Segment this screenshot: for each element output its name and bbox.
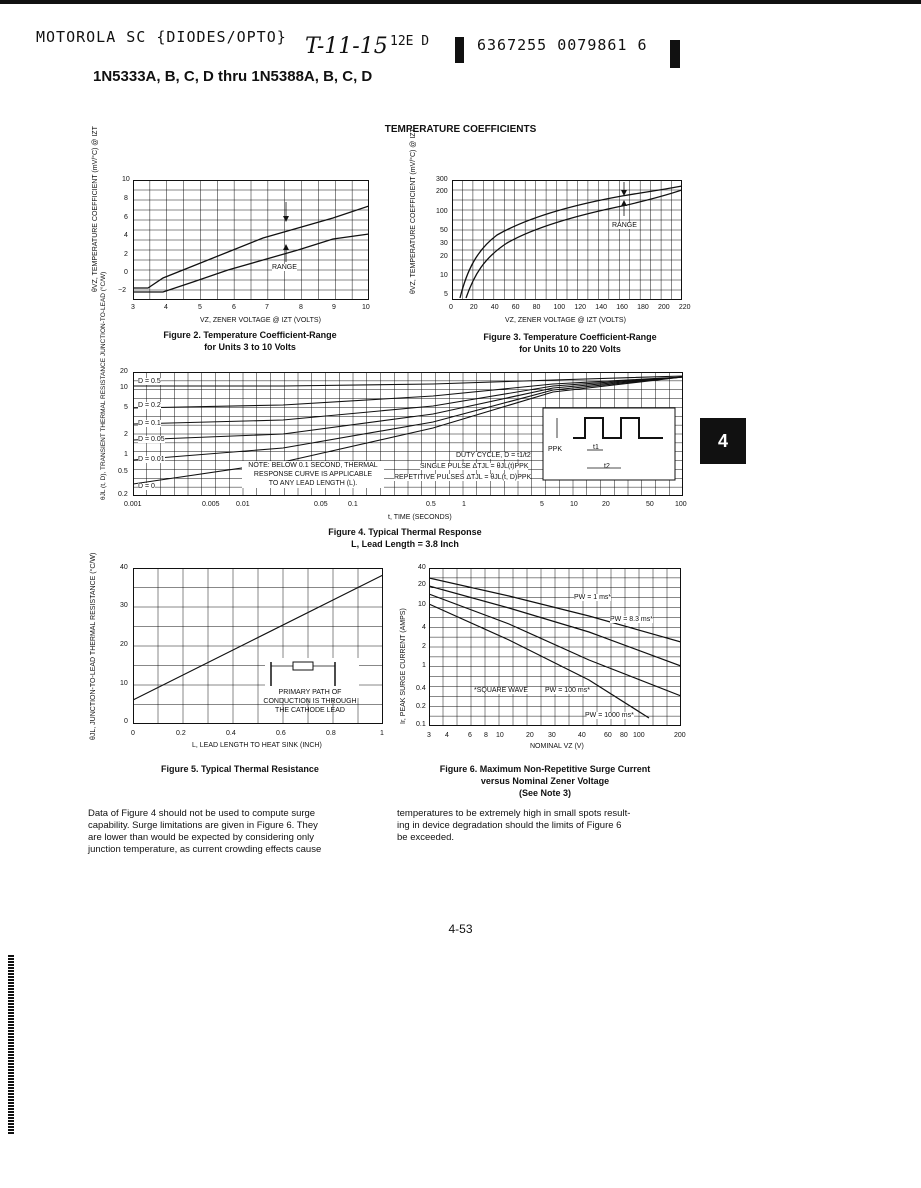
fig3-ylabel: θVZ, TEMPERATURE COEFFICIENT (mV/°C) @ IZT (410, 128, 417, 294)
fig2-ytick: 10 (122, 176, 130, 183)
body-line: temperatures to be extremely high in small spots result- (397, 808, 631, 819)
fig2-xtick: 7 (265, 304, 269, 311)
fig6-caption: Figure 6. Maximum Non-Repetitive Surge Current (439, 764, 651, 774)
fig5-note-line: PRIMARY PATH OF (278, 689, 342, 696)
fig2-caption-2: for Units 3 to 10 Volts (204, 342, 296, 352)
fig6-ytick: 10 (418, 601, 426, 608)
fig3-xtick: 100 (553, 304, 566, 311)
fig6-ytick: 0.4 (416, 685, 426, 692)
fig2-xtick: 8 (299, 304, 303, 311)
fig4-d-label: D = 0.01 (138, 456, 165, 463)
fig6-xtick: 200 (674, 732, 686, 739)
fig4-ytick: 5 (124, 404, 128, 411)
fig3-xtick: 220 (678, 304, 691, 311)
fig4-xtick: 10 (570, 501, 578, 508)
fig5-xtick: 1 (380, 730, 384, 737)
fig6-caption-2: versus Nominal Zener Voltage (480, 776, 610, 786)
fig3-ytick: 300 (436, 176, 448, 183)
fig6-xtick: 4 (445, 732, 449, 739)
fig5-ytick: 40 (120, 564, 128, 571)
fig3-ytick: 200 (436, 188, 448, 195)
fig6-ytick: 40 (418, 564, 426, 571)
fig6-xtick: 10 (496, 732, 504, 739)
fig3-xtick: 160 (616, 304, 628, 311)
fig5-ylabel: θJL, JUNCTION-TO-LEAD THERMAL RESISTANCE (°C/W) (90, 552, 97, 740)
fig6-ytick: 0.1 (416, 721, 426, 728)
fig6-xtick: 20 (526, 732, 534, 739)
fig2-range-label: RANGE (272, 264, 297, 271)
fig4-xtick: 0.5 (426, 501, 436, 508)
fig5-note-line: CONDUCTION IS THROUGH (263, 698, 357, 705)
fig3-xtick: 120 (574, 304, 587, 311)
fig3-xtick: 140 (595, 304, 607, 311)
fig3-xtick: 40 (490, 304, 499, 311)
fig5-xtick: 0.2 (176, 730, 186, 737)
fig5-ytick: 20 (120, 641, 128, 648)
fig2-xtick: 10 (362, 304, 370, 311)
fig2-ytick: 0 (124, 269, 128, 276)
fig2-ytick: 8 (124, 195, 128, 202)
fig3-ytick: 30 (440, 240, 448, 247)
fig4-ytick: 1 (124, 451, 128, 458)
fig4-xtick: 1 (462, 501, 466, 508)
section-tab: 4 (700, 418, 746, 464)
body-column-2 (397, 808, 687, 844)
fig6-pw-1ms: PW = 1 ms* (574, 594, 612, 601)
page-number: 4-53 (448, 922, 473, 936)
fig5-ytick: 0 (124, 718, 128, 725)
fig5-note-line: THE CATHODE LEAD (275, 707, 345, 714)
fig6-xtick: 8 (484, 732, 488, 739)
handwritten-code: T-11-15 (305, 34, 388, 59)
fig4-t2-label: t2 (604, 463, 610, 470)
fig6-ytick: 1 (422, 662, 426, 669)
fig3-xtick: 20 (469, 304, 478, 311)
fig3-ytick: 50 (440, 227, 448, 234)
fig4-ytick: 2 (124, 431, 128, 438)
fig3-caption: Figure 3. Temperature Coefficient-Range (483, 332, 657, 342)
fig6-ytick: 0.2 (416, 703, 426, 710)
fig4-caption: Figure 4. Typical Thermal Response (328, 527, 482, 537)
section-title: TEMPERATURE COEFFICIENTS (384, 124, 537, 135)
fig6-xtick: 80 (620, 732, 628, 739)
black-bar-1 (455, 37, 464, 63)
fig4-xtick: 0.01 (236, 501, 250, 508)
fig3-plot (452, 180, 682, 300)
body-line: junction temperature, as current crowding effects cause (88, 844, 322, 855)
fig4-ppk-label: PPK (548, 446, 563, 453)
body-line: Data of Figure 4 should not be used to compute surge (88, 808, 316, 819)
fig3-xtick: 200 (658, 304, 670, 311)
fig6-plot (429, 568, 681, 726)
fig5-xtick: 0.8 (326, 730, 336, 737)
fig2-ytick: 6 (124, 214, 128, 221)
fig5-xtick: 0.4 (226, 730, 236, 737)
fig3-xtick: 60 (511, 304, 520, 311)
fig4-d-label: D = 0 (138, 483, 155, 490)
fig4-xtick: 20 (602, 501, 610, 508)
fig2-ytick: −2 (118, 287, 126, 294)
fig2-plot (133, 180, 369, 300)
fig4-xtick: 0.005 (202, 501, 220, 508)
fig4-duty-cycle: DUTY CYCLE, D = t1/t2 (456, 452, 531, 459)
fig4-note-line: TO ANY LEAD LENGTH (L). (268, 480, 358, 487)
fig4-caption-2: L, Lead Length = 3.8 Inch (351, 539, 459, 549)
fig4-note-line: NOTE: BELOW 0.1 SECOND, THERMAL (248, 462, 378, 469)
binding-marks (8, 955, 14, 1135)
header-line: MOTOROLA SC {DIODES/OPTO} (36, 28, 287, 46)
fig6-pw-100ms: PW = 100 ms* (545, 687, 590, 694)
fig2-xtick: 4 (164, 304, 168, 311)
fig6-ytick: 4 (422, 624, 426, 631)
fig6-pw-1000ms: PW = 1000 ms* (585, 712, 634, 719)
fig4-ytick: 10 (120, 384, 128, 391)
body-line: be exceeded. (397, 832, 455, 843)
fig3-xtick: 80 (532, 304, 541, 311)
fig5-ytick: 10 (120, 680, 128, 687)
fig2-xlabel: VZ, ZENER VOLTAGE @ IZT (VOLTS) (200, 317, 321, 324)
fig4-ytick: 0.2 (118, 491, 128, 498)
fig6-ytick: 2 (422, 643, 426, 650)
fig4-d-label: D = 0.2 (138, 402, 161, 409)
fig4-repetitive-pulses: REPETITIVE PULSES ΔTJL = θJL(t, D)PPK (394, 474, 532, 481)
fig6-ylabel: Ir, PEAK SURGE CURRENT (AMPS) (400, 608, 407, 724)
fig6-ytick: 20 (418, 581, 426, 588)
fig6-xtick: 100 (633, 732, 645, 739)
fig3-caption-2: for Units 10 to 220 Volts (519, 344, 621, 354)
fig4-xtick: 5 (540, 501, 544, 508)
fig3-xlabel: VZ, ZENER VOLTAGE @ IZT (VOLTS) (505, 317, 626, 324)
fig6-xtick: 6 (468, 732, 472, 739)
fig5-note (263, 688, 357, 715)
fig2-ytick: 2 (124, 251, 128, 258)
header-code: 12E D (390, 34, 430, 49)
fig4-t1-label: t1 (593, 444, 599, 451)
fig4-d-label: D = 0.1 (138, 420, 161, 427)
fig4-note-line: RESPONSE CURVE IS APPLICABLE (253, 471, 373, 478)
fig6-xtick: 40 (578, 732, 586, 739)
top-border (0, 0, 921, 4)
fig4-xtick: 100 (675, 501, 687, 508)
fig3-ytick: 10 (440, 272, 448, 279)
fig4-ylabel: θJL (t, D), TRANSIENT THERMAL RESISTANCE JUNCTION-TO-LEAD (°C/W) (100, 271, 107, 500)
black-bar-2 (670, 40, 680, 68)
fig4-note (242, 461, 384, 488)
fig6-xlabel: NOMINAL VZ (V) (530, 743, 584, 750)
fig4-xtick: 0.001 (124, 501, 142, 508)
fig4-d-label: D = 0.05 (138, 436, 165, 443)
fig6-square-wave: *SQUARE WAVE (474, 687, 529, 694)
fig5-xtick: 0 (131, 730, 135, 737)
fig6-xtick: 60 (604, 732, 612, 739)
body-line: ing in device degradation should the limits of Figure 6 (397, 820, 622, 831)
fig4-single-pulse: SINGLE PULSE ΔTJL = θJL(t)PPK (420, 463, 529, 470)
fig3-ytick: 5 (444, 291, 448, 298)
fig2-ytick: 4 (124, 232, 128, 239)
fig4-xlabel: t, TIME (SECONDS) (388, 514, 452, 521)
fig4-xtick: 0.1 (348, 501, 358, 508)
fig6-pw-8ms: PW = 8.3 ms* (610, 616, 653, 623)
body-line: capability. Surge limitations are given in Figure 6. They (88, 820, 318, 831)
fig6-xtick: 30 (548, 732, 556, 739)
fig5-xtick: 0.6 (276, 730, 286, 737)
fig2-xtick: 3 (131, 304, 135, 311)
fig2-caption: Figure 2. Temperature Coefficient-Range (163, 330, 337, 340)
body-line: are lower than would be expected by considering only (88, 832, 315, 843)
fig5-caption: Figure 5. Typical Thermal Resistance (161, 764, 319, 774)
part-number-title: 1N5333A, B, C, D thru 1N5388A, B, C, D (93, 68, 373, 85)
body-column-1 (88, 808, 373, 856)
fig5-ytick: 30 (120, 602, 128, 609)
fig2-xtick: 9 (332, 304, 336, 311)
fig5-xlabel: L, LEAD LENGTH TO HEAT SINK (INCH) (192, 742, 322, 749)
fig2-xtick: 6 (232, 304, 236, 311)
fig4-xtick: 50 (646, 501, 654, 508)
fig3-xtick: 0 (449, 304, 453, 311)
fig3-ytick: 20 (440, 253, 448, 260)
fig6-caption-3: (See Note 3) (518, 788, 571, 798)
fig4-d-label: D = 0.5 (138, 378, 161, 385)
fig3-ytick: 100 (436, 208, 448, 215)
fig3-xtick: 180 (637, 304, 649, 311)
fig3-upper-curve (460, 186, 682, 298)
fig4-ytick: 20 (120, 368, 128, 375)
fig4-xtick: 0.05 (314, 501, 328, 508)
fig2-ylabel: θVZ, TEMPERATURE COEFFICIENT (mV/°C) @ IZT (92, 126, 99, 292)
fig6-xtick: 3 (427, 732, 431, 739)
fig4-ytick: 0.5 (118, 468, 128, 475)
document-number: 6367255 0079861 6 (477, 36, 648, 54)
fig3-range-label: RANGE (612, 222, 637, 229)
fig2-xtick: 5 (198, 304, 202, 311)
